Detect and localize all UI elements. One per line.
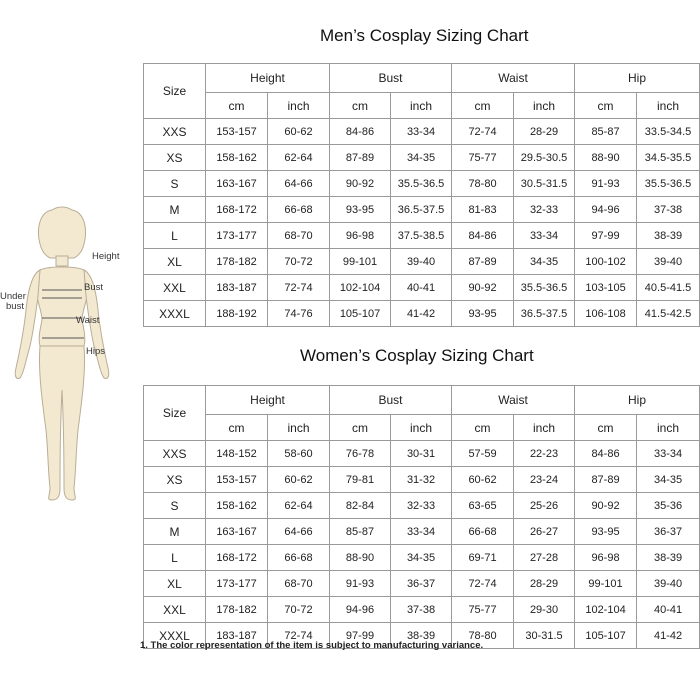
measurement-cell: 36.5-37.5 (514, 301, 575, 327)
measurement-cell: 72-74 (452, 571, 514, 597)
measurement-cell: 68-70 (268, 571, 330, 597)
measurement-cell: 58-60 (268, 441, 330, 467)
measurement-cell: 72-74 (268, 623, 330, 649)
measurement-cell: 81-83 (452, 197, 514, 223)
measurement-cell: 33-34 (391, 119, 452, 145)
measurement-cell: 178-182 (206, 597, 268, 623)
measurement-cell: 33-34 (637, 441, 700, 467)
measurement-cell: 99-101 (330, 249, 391, 275)
note-color-variance: 1. The color representation of the item is subject to manufacturing variance. (140, 640, 484, 651)
measurement-cell: 34-35 (391, 545, 452, 571)
unit-header: cm (452, 415, 514, 441)
bust-header: Bust (330, 64, 452, 93)
table-row (144, 249, 700, 275)
measurement-cell: 60-62 (268, 467, 330, 493)
measurement-cell: 40.5-41.5 (637, 275, 700, 301)
table-row (144, 493, 700, 519)
waist-header: Waist (452, 64, 575, 93)
measurement-cell: 82-84 (330, 493, 391, 519)
measurement-cell: 35.5-36.5 (391, 171, 452, 197)
measurement-cell: 183-187 (206, 623, 268, 649)
size-cell: XXS (144, 441, 206, 467)
measurement-cell: 66-68 (452, 519, 514, 545)
size-cell: L (144, 223, 206, 249)
men-chart-title: Men’s Cosplay Sizing Chart (320, 26, 529, 45)
measurement-cell: 32-33 (514, 197, 575, 223)
measurement-cell: 29-30 (514, 597, 575, 623)
measurement-cell: 93-95 (330, 197, 391, 223)
measurement-cell: 72-74 (268, 275, 330, 301)
measurement-cell: 27-28 (514, 545, 575, 571)
measurement-cell: 87-89 (575, 467, 637, 493)
measurement-cell: 64-66 (268, 171, 330, 197)
body-measurement-figure (0, 200, 140, 520)
measurement-cell: 78-80 (452, 171, 514, 197)
measurement-cell: 173-177 (206, 223, 268, 249)
hips-label: Hips (86, 346, 106, 357)
table-row (144, 545, 700, 571)
waist-label: Waist (76, 315, 100, 326)
measurement-cell: 37-38 (391, 597, 452, 623)
measurement-cell: 36-37 (637, 519, 700, 545)
measurement-cell: 41-42 (637, 623, 700, 649)
measurement-cell: 33-34 (391, 519, 452, 545)
unit-header: cm (330, 93, 391, 119)
height-header: Height (206, 64, 330, 93)
measurement-cell: 72-74 (452, 119, 514, 145)
size-cell: M (144, 519, 206, 545)
measurement-cell: 100-102 (575, 249, 637, 275)
measurement-cell: 39-40 (637, 249, 700, 275)
table-row (144, 301, 700, 327)
unit-header: cm (330, 415, 391, 441)
measurement-cell: 30-31.5 (514, 623, 575, 649)
measurement-cell: 34-35 (391, 145, 452, 171)
measurement-cell: 90-92 (575, 493, 637, 519)
measurement-cell: 30-31 (391, 441, 452, 467)
bust-label: Bust (84, 282, 104, 293)
size-cell: XL (144, 249, 206, 275)
measurement-cell: 34-35 (514, 249, 575, 275)
measurement-cell: 66-68 (268, 197, 330, 223)
unit-header: inch (391, 415, 452, 441)
table-row (144, 197, 700, 223)
measurement-cell: 106-108 (575, 301, 637, 327)
measurement-cell: 38-39 (637, 545, 700, 571)
unit-header: inch (268, 415, 330, 441)
bust-header: Bust (330, 386, 452, 415)
measurement-cell: 75-77 (452, 145, 514, 171)
measurement-cell: 97-99 (330, 623, 391, 649)
measurement-cell: 63-65 (452, 493, 514, 519)
measurement-cell: 30.5-31.5 (514, 171, 575, 197)
measurement-cell: 102-104 (575, 597, 637, 623)
measurement-cell: 158-162 (206, 493, 268, 519)
measurement-cell: 39-40 (637, 571, 700, 597)
measurement-cell: 87-89 (452, 249, 514, 275)
women-sizing-table (143, 385, 700, 649)
measurement-cell: 99-101 (575, 571, 637, 597)
measurement-cell: 75-77 (452, 597, 514, 623)
table-row (144, 519, 700, 545)
measurement-cell: 34-35 (637, 467, 700, 493)
measurement-cell: 93-95 (452, 301, 514, 327)
size-header: Size (144, 64, 206, 119)
measurement-cell: 183-187 (206, 275, 268, 301)
measurement-cell: 35.5-36.5 (514, 275, 575, 301)
measurement-cell: 102-104 (330, 275, 391, 301)
measurement-cell: 173-177 (206, 571, 268, 597)
measurement-cell: 94-96 (330, 597, 391, 623)
measurement-cell: 168-172 (206, 545, 268, 571)
measurement-cell: 97-99 (575, 223, 637, 249)
table-row (144, 597, 700, 623)
unit-header: inch (514, 93, 575, 119)
unit-header: cm (575, 415, 637, 441)
height-header: Height (206, 386, 330, 415)
measurement-cell: 91-93 (330, 571, 391, 597)
size-cell: XXL (144, 275, 206, 301)
table-row (144, 275, 700, 301)
measurement-cell: 158-162 (206, 145, 268, 171)
measurement-cell: 40-41 (391, 275, 452, 301)
size-cell: XXXL (144, 301, 206, 327)
measurement-cell: 34.5-35.5 (637, 145, 700, 171)
measurement-cell: 90-92 (330, 171, 391, 197)
table-row (144, 571, 700, 597)
unit-header: cm (575, 93, 637, 119)
measurement-cell: 188-192 (206, 301, 268, 327)
unit-header: cm (206, 415, 268, 441)
height-label: Height (92, 251, 120, 262)
size-cell: XXS (144, 119, 206, 145)
measurement-cell: 68-70 (268, 223, 330, 249)
measurement-cell: 64-66 (268, 519, 330, 545)
measurement-cell: 36-37 (391, 571, 452, 597)
unit-header: inch (391, 93, 452, 119)
table-row (144, 145, 700, 171)
men-sizing-table (143, 63, 700, 327)
table-row (144, 441, 700, 467)
measurement-cell: 74-76 (268, 301, 330, 327)
measurement-cell: 22-23 (514, 441, 575, 467)
measurement-cell: 79-81 (330, 467, 391, 493)
measurement-cell: 66-68 (268, 545, 330, 571)
measurement-cell: 35.5-36.5 (637, 171, 700, 197)
size-cell: S (144, 171, 206, 197)
measurement-cell: 25-26 (514, 493, 575, 519)
measurement-cell: 96-98 (575, 545, 637, 571)
size-cell: S (144, 493, 206, 519)
measurement-cell: 39-40 (391, 249, 452, 275)
measurement-cell: 153-157 (206, 467, 268, 493)
measurement-cell: 85-87 (575, 119, 637, 145)
measurement-cell: 23-24 (514, 467, 575, 493)
unit-header: inch (514, 415, 575, 441)
measurement-cell: 26-27 (514, 519, 575, 545)
unit-header: inch (637, 93, 700, 119)
measurement-cell: 32-33 (391, 493, 452, 519)
table-row (144, 467, 700, 493)
size-cell: XL (144, 571, 206, 597)
measurement-cell: 78-80 (452, 623, 514, 649)
size-cell: XXXL (144, 623, 206, 649)
measurement-cell: 93-95 (575, 519, 637, 545)
measurement-cell: 76-78 (330, 441, 391, 467)
measurement-cell: 60-62 (268, 119, 330, 145)
measurement-cell: 70-72 (268, 249, 330, 275)
measurement-cell: 88-90 (330, 545, 391, 571)
measurement-cell: 60-62 (452, 467, 514, 493)
size-header: Size (144, 386, 206, 441)
table-row (144, 171, 700, 197)
measurement-cell: 36.5-37.5 (391, 197, 452, 223)
size-cell: M (144, 197, 206, 223)
measurement-cell: 69-71 (452, 545, 514, 571)
measurement-cell: 62-64 (268, 493, 330, 519)
measurement-cell: 70-72 (268, 597, 330, 623)
measurement-cell: 105-107 (575, 623, 637, 649)
measurement-cell: 28-29 (514, 571, 575, 597)
measurement-cell: 178-182 (206, 249, 268, 275)
unit-header: cm (452, 93, 514, 119)
measurement-cell: 40-41 (637, 597, 700, 623)
measurement-cell: 57-59 (452, 441, 514, 467)
measurement-cell: 153-157 (206, 119, 268, 145)
measurement-cell: 85-87 (330, 519, 391, 545)
size-cell: XS (144, 145, 206, 171)
measurement-cell: 41-42 (391, 301, 452, 327)
measurement-cell: 96-98 (330, 223, 391, 249)
measurement-cell: 91-93 (575, 171, 637, 197)
female-body-silhouette-icon (0, 200, 140, 520)
size-cell: XS (144, 467, 206, 493)
hip-header: Hip (575, 386, 700, 415)
measurement-cell: 37-38 (637, 197, 700, 223)
measurement-cell: 33-34 (514, 223, 575, 249)
measurement-cell: 62-64 (268, 145, 330, 171)
measurement-cell: 28-29 (514, 119, 575, 145)
measurement-cell: 38-39 (637, 223, 700, 249)
measurement-cell: 168-172 (206, 197, 268, 223)
measurement-cell: 94-96 (575, 197, 637, 223)
unit-header: cm (206, 93, 268, 119)
unit-header: inch (268, 93, 330, 119)
waist-header: Waist (452, 386, 575, 415)
table-row (144, 223, 700, 249)
measurement-cell: 84-86 (575, 441, 637, 467)
measurement-cell: 90-92 (452, 275, 514, 301)
hip-header: Hip (575, 64, 700, 93)
measurement-cell: 163-167 (206, 171, 268, 197)
size-cell: L (144, 545, 206, 571)
under-bust-label-line2: bust (6, 301, 24, 312)
measurement-cell: 38-39 (391, 623, 452, 649)
women-chart-title: Women’s Cosplay Sizing Chart (300, 346, 534, 365)
measurement-cell: 105-107 (330, 301, 391, 327)
measurement-cell: 84-86 (452, 223, 514, 249)
unit-header: inch (637, 415, 700, 441)
size-cell: XXL (144, 597, 206, 623)
measurement-cell: 87-89 (330, 145, 391, 171)
measurement-cell: 148-152 (206, 441, 268, 467)
measurement-cell: 35-36 (637, 493, 700, 519)
measurement-cell: 29.5-30.5 (514, 145, 575, 171)
measurement-cell: 31-32 (391, 467, 452, 493)
measurement-cell: 84-86 (330, 119, 391, 145)
measurement-cell: 103-105 (575, 275, 637, 301)
table-row (144, 119, 700, 145)
measurement-cell: 163-167 (206, 519, 268, 545)
measurement-cell: 33.5-34.5 (637, 119, 700, 145)
measurement-cell: 41.5-42.5 (637, 301, 700, 327)
under-bust-label-line1: Under (0, 291, 26, 302)
measurement-cell: 88-90 (575, 145, 637, 171)
measurement-cell: 37.5-38.5 (391, 223, 452, 249)
